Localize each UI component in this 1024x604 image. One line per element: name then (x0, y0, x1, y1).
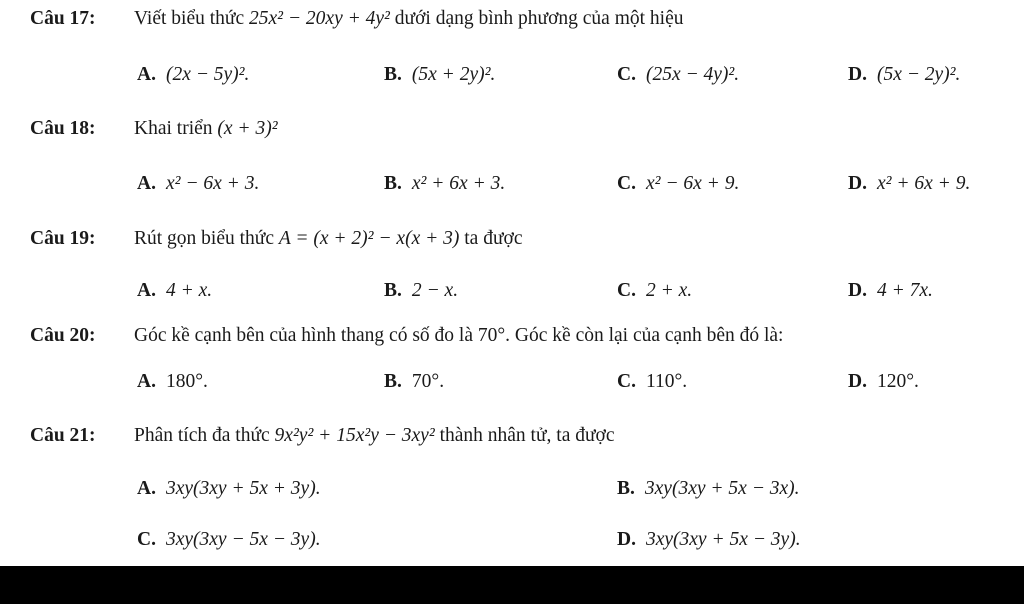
option-label: C. (617, 173, 636, 194)
option-value: 180°. (165, 371, 208, 392)
question-label: Câu 18: (30, 118, 96, 139)
option-a[interactable] (137, 280, 212, 302)
question-label: Câu 19: (30, 228, 96, 249)
option-b[interactable] (384, 173, 505, 195)
option-value: 110°. (645, 371, 688, 392)
option-a[interactable] (137, 478, 321, 500)
option-value: x² + 6x + 9. (876, 173, 971, 194)
option-b[interactable] (617, 478, 800, 500)
question-math: (x + 3)² (217, 118, 278, 139)
question-math: A = (x + 2)² − x(x + 3) (278, 228, 460, 249)
option-value: (5x − 2y)². (876, 64, 961, 85)
question-text: Khai triển (134, 118, 213, 139)
option-d[interactable] (848, 371, 919, 393)
option-label: B. (384, 64, 402, 85)
option-value: 4 + x. (165, 280, 213, 301)
option-a[interactable] (137, 64, 249, 86)
option-value: x² + 6x + 3. (411, 173, 506, 194)
option-label: A. (137, 173, 156, 194)
question-text: Viết biểu thức (134, 8, 245, 29)
option-c[interactable] (617, 371, 687, 393)
option-label: B. (384, 280, 402, 301)
option-value: x² − 6x + 9. (645, 173, 740, 194)
option-value: (2x − 5y)². (165, 64, 250, 85)
option-c[interactable] (617, 64, 739, 86)
question-math: 25x² − 20xy + 4y² (249, 8, 390, 29)
option-value: x² − 6x + 3. (165, 173, 260, 194)
option-value: 3xy(3xy + 5x − 3x). (644, 478, 800, 499)
question-19 (30, 228, 522, 250)
option-label: C. (137, 529, 156, 550)
option-b[interactable] (384, 64, 495, 86)
option-value: 3xy(3xy + 5x − 3y). (645, 529, 801, 550)
option-value: (5x + 2y)². (411, 64, 496, 85)
question-tail: dưới dạng bình phương của một hiệu (394, 8, 684, 29)
bottom-black-bar (0, 566, 1024, 604)
question-tail: . Góc kề còn lại của cạnh bên đó là: (505, 325, 784, 346)
option-value: 3xy(3xy − 5x − 3y). (165, 529, 321, 550)
option-value: 3xy(3xy + 5x + 3y). (165, 478, 321, 499)
option-label: C. (617, 64, 636, 85)
question-text: Phân tích đa thức (134, 425, 270, 446)
question-text: Góc kề cạnh bên của hình thang có số đo là (134, 325, 473, 346)
option-value: (25x − 4y)². (645, 64, 740, 85)
question-label: Câu 21: (30, 425, 96, 446)
option-d[interactable] (848, 280, 933, 302)
option-d[interactable] (617, 529, 801, 551)
option-value: 4 + 7x. (876, 280, 933, 301)
option-label: A. (137, 371, 156, 392)
option-c[interactable] (617, 280, 692, 302)
option-b[interactable] (384, 280, 458, 302)
option-label: B. (384, 371, 402, 392)
question-20 (30, 325, 783, 347)
option-label: A. (137, 280, 156, 301)
option-label: A. (137, 478, 156, 499)
option-c[interactable] (617, 173, 739, 195)
option-label: D. (617, 529, 636, 550)
option-label: B. (617, 478, 635, 499)
option-label: D. (848, 173, 867, 194)
option-d[interactable] (848, 173, 970, 195)
option-label: D. (848, 280, 867, 301)
question-math: 9x²y² + 15x²y − 3xy² (274, 425, 435, 446)
question-label: Câu 17: (30, 8, 96, 29)
option-value: 70°. (411, 371, 445, 392)
question-tail: ta được (464, 228, 523, 249)
option-value: 120°. (876, 371, 919, 392)
option-d[interactable] (848, 64, 960, 86)
question-text: Rút gọn biểu thức (134, 228, 275, 249)
question-21 (30, 425, 615, 447)
question-tail: thành nhân tử, ta được (439, 425, 615, 446)
option-label: C. (617, 280, 636, 301)
question-18 (30, 118, 278, 140)
option-label: C. (617, 371, 636, 392)
option-label: D. (848, 371, 867, 392)
option-label: D. (848, 64, 867, 85)
option-a[interactable] (137, 173, 259, 195)
option-label: A. (137, 64, 156, 85)
option-a[interactable] (137, 371, 208, 393)
question-17 (30, 8, 684, 30)
question-label: Câu 20: (30, 325, 96, 346)
option-value: 2 + x. (645, 280, 693, 301)
option-label: B. (384, 173, 402, 194)
question-math: 70° (477, 325, 506, 346)
option-c[interactable] (137, 529, 321, 551)
option-b[interactable] (384, 371, 444, 393)
option-value: 2 − x. (411, 280, 459, 301)
